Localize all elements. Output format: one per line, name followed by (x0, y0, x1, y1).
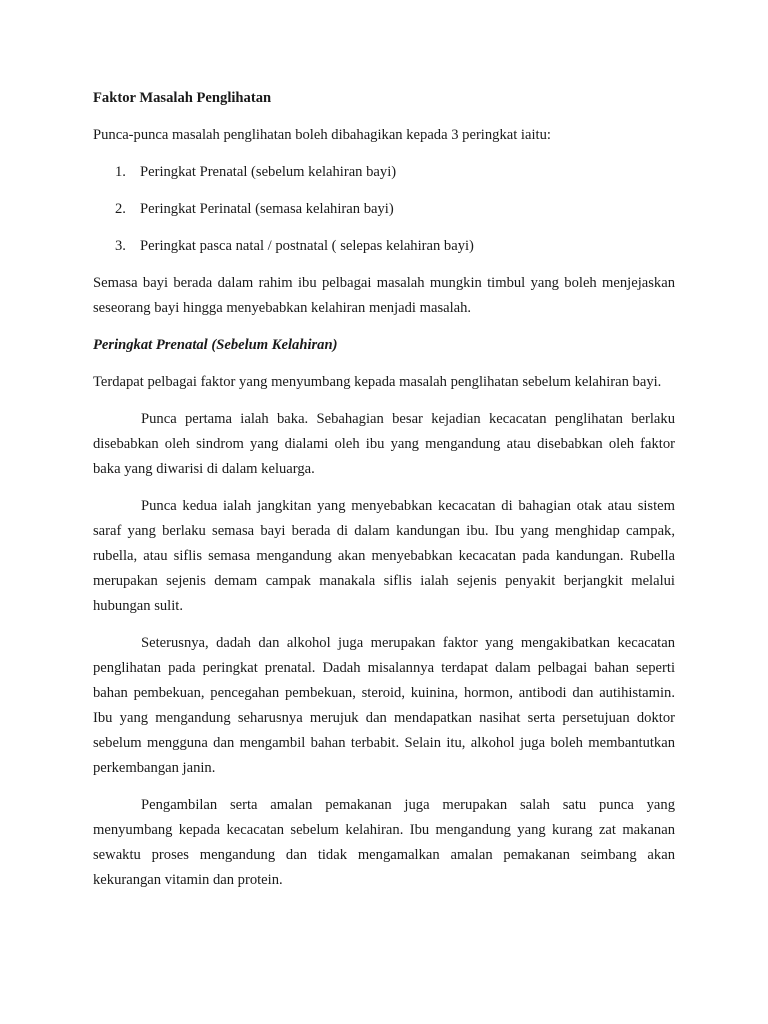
paragraph-jangkitan: Punca kedua ialah jangkitan yang menyebabkan kecacatan di bahagian otak atau sistem saraf yang berlaku semasa bayi berada di dalam kandungan ibu. Ibu yang menghidap campak, rubella, atau siflis semasa mengandung akan menyebabkan kecacatan pada kandungan. Rubella merupakan sejenis demam campak manakala siflis ialah sejenis penyakit berjangkit melalui hubungan sulit. (93, 498, 675, 614)
list-text: Peringkat Perinatal (semasa kelahiran bayi) (140, 201, 394, 217)
paragraph-baka: Punca pertama ialah baka. Sebahagian besar kejadian kecacatan penglihatan berlaku disebabkan oleh sindrom yang dialami oleh ibu yang mengandung atau disebabkan oleh faktor baka yang diwarisi di dalam keluarga. (93, 411, 675, 477)
list-number: 2. (115, 201, 126, 217)
section-subheading: Peringkat Prenatal (Sebelum Kelahiran) (93, 337, 338, 353)
paragraph-pemakanan: Pengambilan serta amalan pemakanan juga merupakan salah satu punca yang menyumbang kepada kecacatan sebelum kelahiran. Ibu mengandung yang kurang zat makanan sewaktu proses mengandung dan tidak mengamalkan amalan pemakanan seimbang akan kekurangan vitamin dan protein. (93, 797, 675, 888)
list-number: 3. (115, 238, 126, 254)
document-page (93, 86, 675, 905)
paragraph-terdapat: Terdapat pelbagai faktor yang menyumbang kepada masalah penglihatan sebelum kelahiran bayi. (93, 374, 662, 390)
list-item (93, 160, 675, 185)
paragraph-semasa: Semasa bayi berada dalam rahim ibu pelbagai masalah mungkin timbul yang boleh menjejaskan seseorang bayi hingga menyebabkan kelahiran menjadi masalah. (93, 275, 675, 316)
paragraph-dadah: Seterusnya, dadah dan alkohol juga merupakan faktor yang mengakibatkan kecacatan penglihatan pada peringkat prenatal. Dadah misalannya terdapat dalam pelbagai bahan seperti bahan pembekuan, pencegahan pembekuan, steroid, kuinina, hormon, antibodi dan autihistamin. Ibu yang mengandung seharusnya merujuk dan mendapatkan nasihat serta persetujuan doktor sebelum mengguna dan mengambil bahan terbabit. Selain itu, alkohol juga boleh membantutkan perkembangan janin. (93, 635, 675, 776)
intro-text: Punca-punca masalah penglihatan boleh dibahagikan kepada 3 peringkat iaitu: (93, 127, 551, 143)
list-item (93, 234, 675, 259)
document-title: Faktor Masalah Penglihatan (93, 90, 272, 106)
list-number: 1. (115, 164, 126, 180)
list-item (93, 197, 675, 222)
levels-list (93, 160, 675, 259)
list-text: Peringkat pasca natal / postnatal ( selepas kelahiran bayi) (140, 238, 474, 254)
list-text: Peringkat Prenatal (sebelum kelahiran bayi) (140, 164, 397, 180)
